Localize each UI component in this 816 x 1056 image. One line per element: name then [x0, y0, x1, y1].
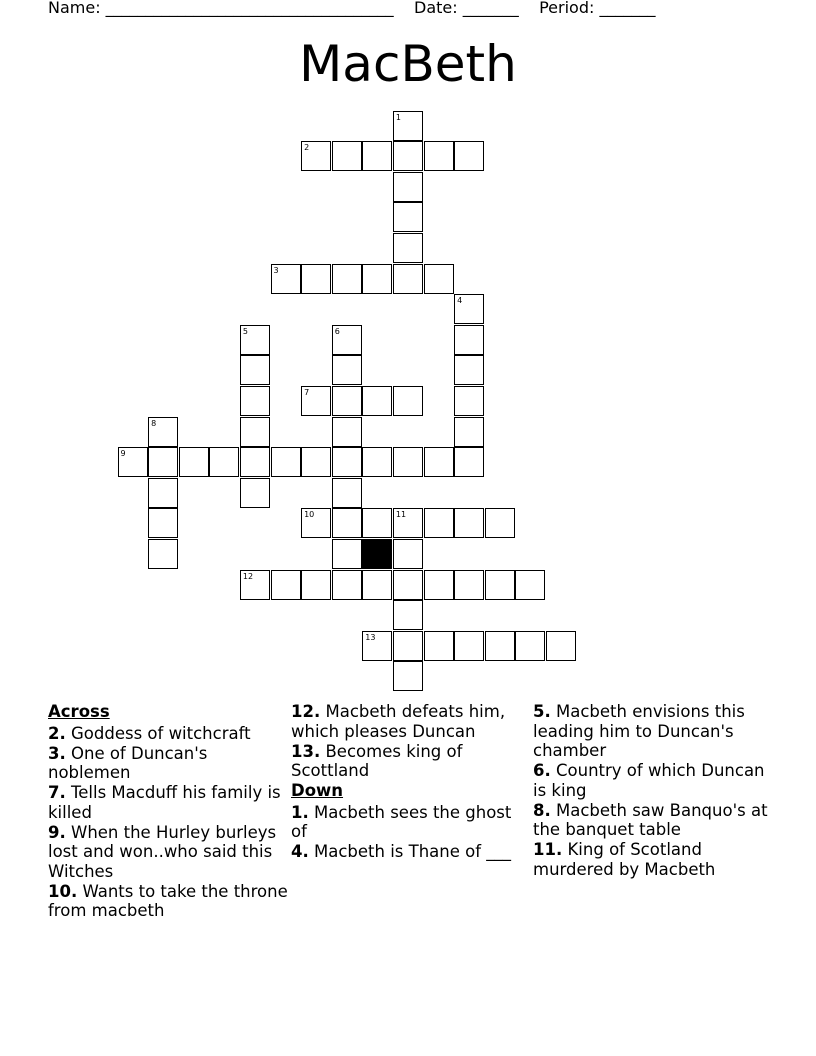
grid-cell[interactable] [179, 447, 209, 477]
grid-cell[interactable] [332, 478, 362, 508]
grid-cell[interactable] [393, 631, 423, 661]
clues-column-2 [291, 702, 531, 862]
grid-cell[interactable] [546, 631, 576, 661]
grid-cell[interactable] [240, 447, 270, 477]
grid-cell[interactable] [301, 508, 331, 538]
grid-cell[interactable] [148, 478, 178, 508]
grid-cell[interactable] [393, 172, 423, 202]
grid-cell[interactable] [362, 386, 392, 416]
grid-cell[interactable] [485, 508, 515, 538]
clue-number: 9 [120, 449, 126, 459]
grid-cell[interactable] [393, 141, 423, 171]
grid-cell[interactable] [209, 447, 239, 477]
down-clue-4: 4. Macbeth is Thane of ___ [291, 842, 512, 861]
grid-cell[interactable] [362, 264, 392, 294]
grid-cell[interactable] [424, 141, 454, 171]
down-clue-1: 1. Macbeth sees the ghost of [291, 802, 512, 841]
grid-cell[interactable] [301, 264, 331, 294]
clues-column-3 [533, 702, 773, 880]
grid-cell[interactable] [332, 355, 362, 385]
grid-cell[interactable] [424, 508, 454, 538]
grid-cell[interactable] [393, 447, 423, 477]
grid-cell[interactable] [332, 447, 362, 477]
grid-cell[interactable] [454, 325, 484, 355]
grid-cell[interactable] [485, 631, 515, 661]
grid-cell[interactable] [271, 264, 301, 294]
clue-number: 10 [304, 510, 315, 520]
grid-cell[interactable] [393, 386, 423, 416]
grid-cell[interactable] [362, 141, 392, 171]
grid-cell[interactable] [332, 386, 362, 416]
grid-cell[interactable] [332, 508, 362, 538]
down-clue-6: 6. Country of which Duncan is king [533, 761, 765, 800]
grid-cell[interactable] [515, 570, 545, 600]
grid-cell[interactable] [362, 447, 392, 477]
grid-cell[interactable] [240, 417, 270, 447]
grid-cell[interactable] [393, 600, 423, 630]
grid-cell[interactable] [454, 141, 484, 171]
grid-cell[interactable] [424, 264, 454, 294]
grid-cell[interactable] [118, 447, 148, 477]
across-clue-7: 7. Tells Macduff his family is killed [48, 783, 281, 822]
down-heading: Down [291, 781, 344, 800]
grid-cell[interactable] [424, 631, 454, 661]
grid-cell[interactable] [393, 264, 423, 294]
clue-number: 1 [395, 112, 401, 122]
grid-cell[interactable] [240, 355, 270, 385]
grid-cell[interactable] [393, 661, 423, 691]
grid-cell[interactable] [148, 417, 178, 447]
across-clue-13: 13. Becomes king of Scottland [291, 741, 463, 780]
clue-number: 2 [304, 143, 310, 153]
clue-number: 8 [151, 418, 157, 428]
grid-cell[interactable] [271, 447, 301, 477]
down-clue-11: 11. King of Scotland murdered by Macbeth [533, 840, 716, 879]
grid-cell[interactable] [240, 325, 270, 355]
page-title: MacBeth [299, 35, 517, 93]
grid-cell[interactable] [301, 386, 331, 416]
grid-cell[interactable] [454, 417, 484, 447]
grid-cell[interactable] [362, 508, 392, 538]
grid-cell[interactable] [301, 570, 331, 600]
clue-number: 6 [334, 326, 340, 336]
grid-cell[interactable] [301, 141, 331, 171]
grid-cell[interactable] [393, 111, 423, 141]
grid-cell[interactable] [332, 539, 362, 569]
across-clue-9: 9. When the Hurley burleys lost and won..who said this Witches [48, 822, 277, 881]
down-clue-5: 5. Macbeth envisions this leading him to Duncan's chamber [533, 702, 745, 760]
clue-number: 3 [273, 265, 279, 275]
blocked-cell [362, 539, 392, 569]
grid-cell[interactable] [393, 233, 423, 263]
header-fields: Name: ____________________________________ Date: _______ Period: _______ [48, 0, 656, 17]
clue-number: 11 [395, 510, 407, 520]
grid-cell[interactable] [393, 539, 423, 569]
grid-cell[interactable] [424, 570, 454, 600]
grid-cell[interactable] [515, 631, 545, 661]
clue-number: 13 [365, 632, 376, 642]
clue-number: 12 [242, 571, 254, 581]
grid-cell[interactable] [454, 631, 484, 661]
grid-cell[interactable] [424, 447, 454, 477]
grid-cell[interactable] [362, 570, 392, 600]
grid-cell[interactable] [454, 355, 484, 385]
clues-column-1 [48, 702, 288, 921]
grid-cell[interactable] [332, 417, 362, 447]
grid-cell[interactable] [332, 570, 362, 600]
grid-cell[interactable] [454, 294, 484, 324]
grid-cell[interactable] [148, 508, 178, 538]
grid-cell[interactable] [454, 386, 484, 416]
across-heading: Across [48, 702, 110, 721]
across-clue-12: 12. Macbeth defeats him, which pleases Duncan [291, 702, 506, 741]
grid-cell[interactable] [332, 325, 362, 355]
grid-cell[interactable] [332, 264, 362, 294]
across-clue-2: 2. Goddess of witchcraft [48, 723, 251, 743]
clue-number: 4 [457, 296, 463, 306]
grid-cell[interactable] [301, 447, 331, 477]
clue-number: 5 [242, 326, 248, 336]
grid-cell[interactable] [362, 631, 392, 661]
across-clue-3: 3. One of Duncan's noblemen [48, 743, 208, 782]
grid-cell[interactable] [271, 570, 301, 600]
grid-cell[interactable] [148, 539, 178, 569]
grid-cell[interactable] [240, 386, 270, 416]
grid-cell[interactable] [240, 570, 270, 600]
grid-cell[interactable] [454, 570, 484, 600]
grid-cell[interactable] [393, 202, 423, 232]
across-clue-10: 10. Wants to take the throne from macbeth [48, 881, 288, 920]
grid-cell[interactable] [454, 447, 484, 477]
grid-cell[interactable] [240, 478, 270, 508]
down-clue-8: 8. Macbeth saw Banquo's at the banquet table [533, 800, 768, 839]
grid-cell[interactable] [454, 508, 484, 538]
grid-cell[interactable] [332, 141, 362, 171]
clue-number: 7 [304, 387, 310, 397]
grid-cell[interactable] [393, 508, 423, 538]
grid-cell[interactable] [148, 447, 178, 477]
grid-cell[interactable] [393, 570, 423, 600]
grid-cell[interactable] [485, 570, 515, 600]
